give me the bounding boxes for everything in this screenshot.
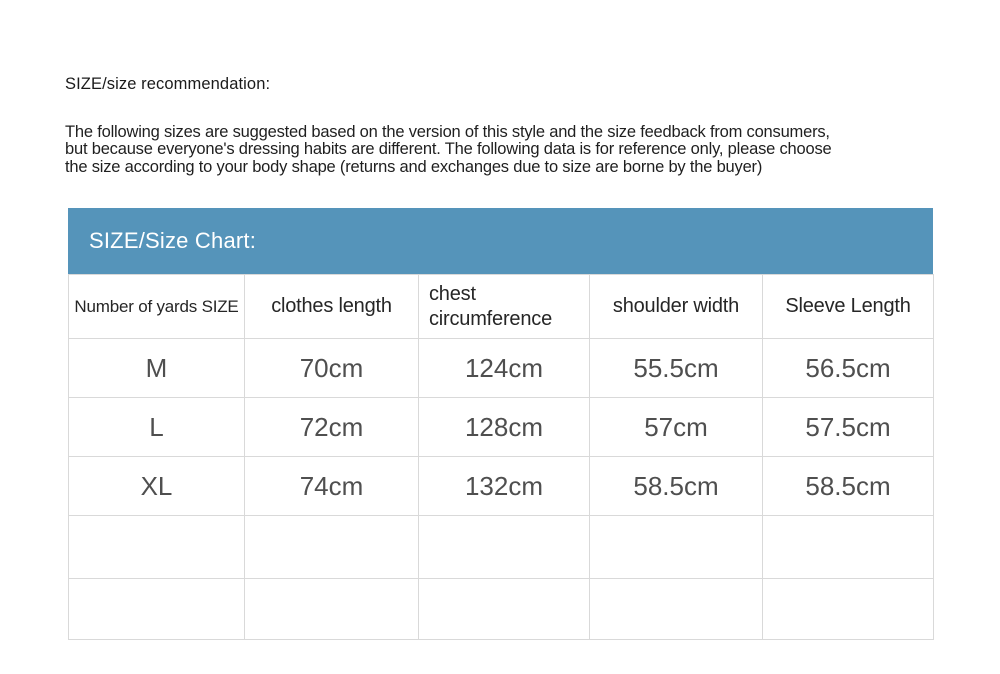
- value-cell: 58.5cm: [763, 457, 934, 516]
- empty-cell: [419, 579, 590, 640]
- size-chart-title: SIZE/Size Chart:: [89, 228, 257, 253]
- size-cell: M: [69, 339, 245, 398]
- table-row-l: [69, 398, 934, 457]
- paragraph-line: but because everyone's dressing habits are different. The following data is for reference only, please choose: [65, 140, 832, 159]
- column-header-chest-circumference: chest circumference: [419, 275, 590, 339]
- value-cell: 57.5cm: [763, 398, 934, 457]
- size-cell: L: [69, 398, 245, 457]
- value-cell: 72cm: [245, 398, 419, 457]
- column-header-sleeve-length: Sleeve Length: [763, 275, 934, 339]
- value-cell: 56.5cm: [763, 339, 934, 398]
- size-recommendation-paragraph: [65, 124, 955, 176]
- table-empty-row: [69, 516, 934, 579]
- column-header-clothes-length: clothes length: [245, 275, 419, 339]
- size-chart-table: [68, 274, 934, 640]
- column-header-size: Number of yards SIZE: [69, 275, 245, 339]
- empty-cell: [763, 516, 934, 579]
- value-cell: 132cm: [419, 457, 590, 516]
- value-cell: 74cm: [245, 457, 419, 516]
- value-cell: 55.5cm: [590, 339, 763, 398]
- column-header-shoulder-width: shoulder width: [590, 275, 763, 339]
- empty-cell: [69, 516, 245, 579]
- value-cell: 124cm: [419, 339, 590, 398]
- empty-cell: [245, 516, 419, 579]
- empty-cell: [419, 516, 590, 579]
- empty-cell: [763, 579, 934, 640]
- table-empty-row: [69, 579, 934, 640]
- table-row-m: [69, 339, 934, 398]
- paragraph-line: The following sizes are suggested based on the version of this style and the size feedback from consumers,: [65, 123, 830, 141]
- size-chart-title-bar: [68, 208, 933, 274]
- empty-cell: [245, 579, 419, 640]
- value-cell: 57cm: [590, 398, 763, 457]
- size-recommendation-title: SIZE/size recommendation:: [65, 75, 271, 93]
- size-cell: XL: [69, 457, 245, 516]
- value-cell: 70cm: [245, 339, 419, 398]
- table-row-xl: [69, 457, 934, 516]
- value-cell: 128cm: [419, 398, 590, 457]
- table-header-row: [69, 275, 934, 339]
- empty-cell: [69, 579, 245, 640]
- empty-cell: [590, 516, 763, 579]
- paragraph-line: the size according to your body shape (returns and exchanges due to size are borne by the buyer): [65, 157, 763, 176]
- empty-cell: [590, 579, 763, 640]
- value-cell: 58.5cm: [590, 457, 763, 516]
